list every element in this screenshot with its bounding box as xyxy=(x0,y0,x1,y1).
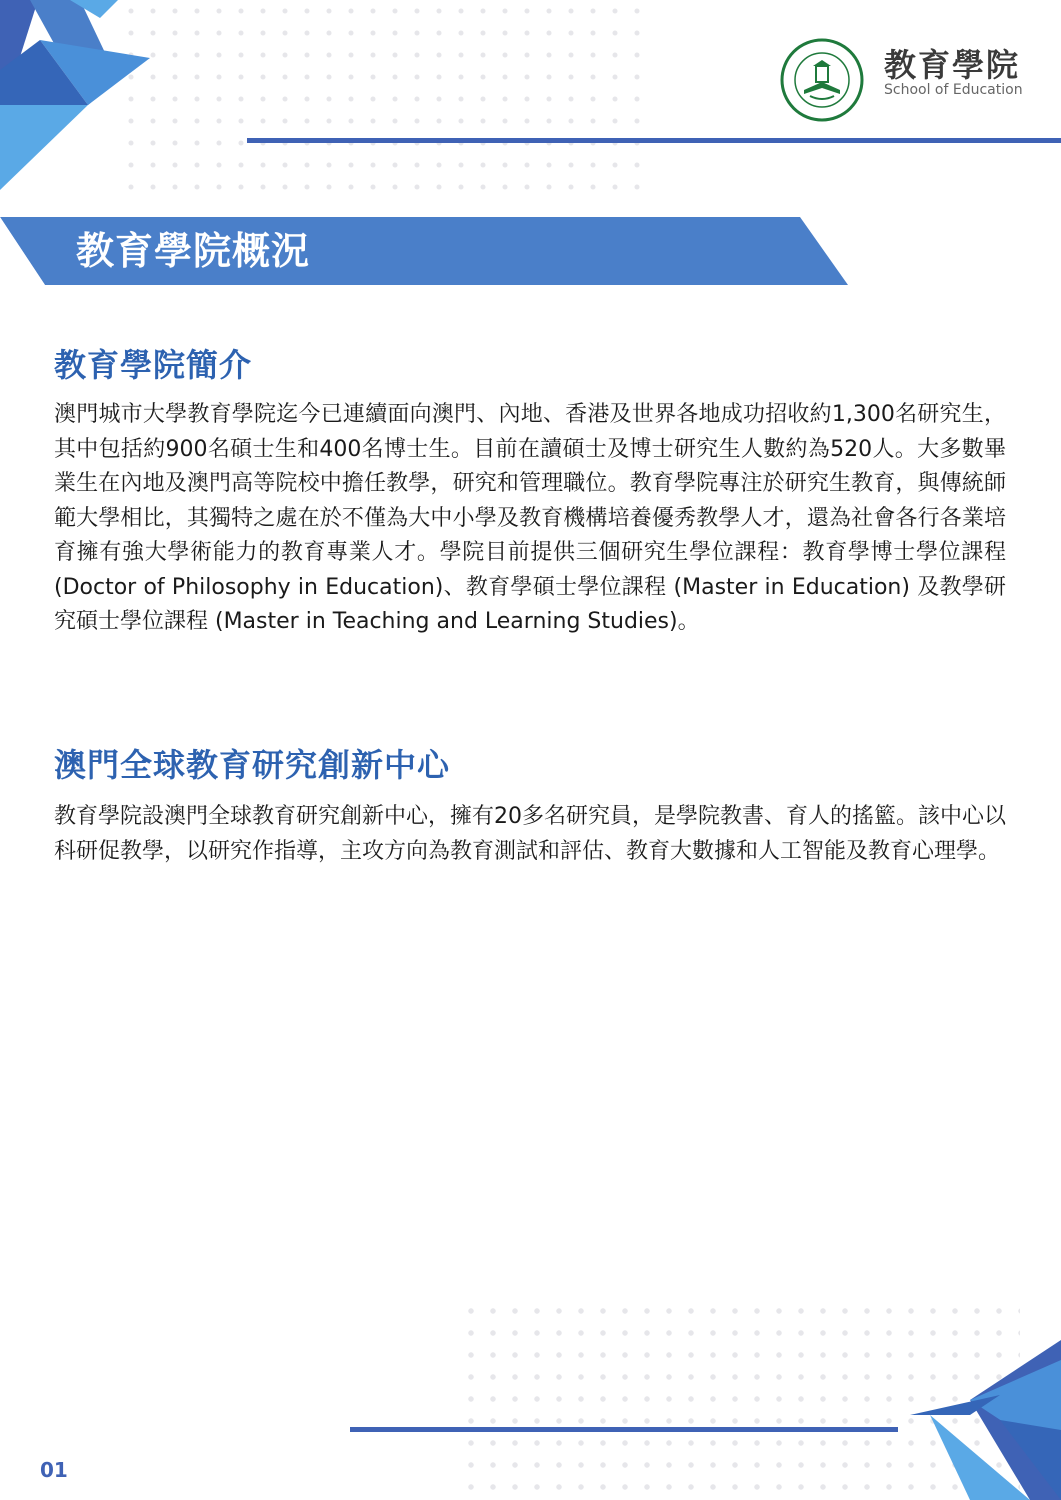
section-title-research-center: 澳門全球教育研究創新中心 xyxy=(54,746,451,784)
footer-rule xyxy=(350,1427,898,1432)
page-number: 01 xyxy=(40,1458,68,1482)
bottom-right-decoration xyxy=(910,1340,1061,1500)
university-seal-logo xyxy=(780,38,864,122)
banner-title: 教育學院概況 xyxy=(76,229,311,273)
logo-subtitle: School of Education xyxy=(884,82,1023,98)
section-body-research-center: 教育學院設澳門全球教育研究創新中心，擁有20多名研究員，是學院教書、育人的搖籃。該中心以科研促教學，以研究作指導，主攻方向為教育測試和評估、教育大數據和人工智能及教育心理學。 xyxy=(54,804,1006,864)
header-rule xyxy=(247,138,1061,143)
top-left-decoration xyxy=(0,0,160,200)
section-body-intro: 澳門城市大學教育學院迄今已連續面向澳門、內地、香港及世界各地成功招收約1,300名研究生，其中包括約900名碩士生和400名博士生。目前在讀碩士及博士研究生人數約為520人。大多數畢業生在內地及澳門高等院校中擔任教學，研究和管理職位。教育學院專注於研究生教育，與傳統師範大學相比，其獨特之處在於不僅為大中小學及教育機構培養優秀教學人才，還為社會各行各業培育擁有強大學術能力的教育專業人才。學院目前提供三個研究生學位課程：教育學博士學位課程 (Doctor of Philosophy in Education)、教育學碩士學位課程 (Master in Education) 及教學研究碩士學位課程 (Master in Teaching and Learning Studies)。 xyxy=(54,402,1006,634)
section-title-intro: 教育學院簡介 xyxy=(54,346,253,384)
dot-pattern-top xyxy=(120,0,640,200)
logo-title: 教育學院 xyxy=(884,46,1021,84)
